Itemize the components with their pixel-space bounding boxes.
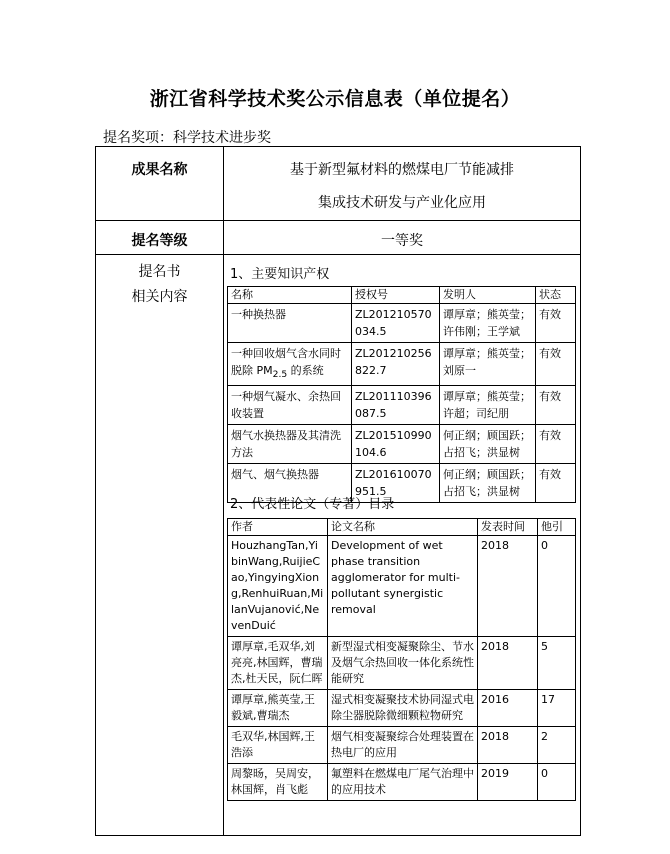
paper-year: 2018: [478, 536, 538, 637]
ip-inventors: 何正纲；顾国跃；占招飞；洪显树: [440, 425, 536, 464]
paper-year: 2018: [478, 637, 538, 690]
info-table: [95, 146, 581, 836]
row-divider: [96, 254, 580, 255]
column-divider: [223, 147, 224, 835]
ip-number: ZL201510990104.6: [352, 425, 440, 464]
ip-table: [227, 286, 576, 503]
table-row: [228, 386, 576, 425]
papers-header-cites: 他引: [538, 519, 576, 536]
table-row: [228, 536, 576, 637]
papers-header-row: [228, 519, 576, 536]
paper-year: 2016: [478, 690, 538, 727]
table-row: [228, 690, 576, 727]
achievement-line1: 基于新型氟材料的燃煤电厂节能减排: [290, 162, 514, 178]
docs-label-line1: 提名书: [138, 264, 181, 280]
grade-value: 一等奖: [381, 233, 423, 249]
paper-year: 2018: [478, 727, 538, 764]
ip-status: 有效: [536, 304, 576, 343]
paper-cites: 0: [538, 764, 576, 801]
paper-authors: HouzhangTan,YibinWang,RuijieCao,YingyingXiong,RenhuiRuan,MilanVujanović,NevenDuić: [228, 536, 328, 637]
ip-name: 烟气水换热器及其清洗方法: [228, 425, 352, 464]
ip-section-title: 1、主要知识产权: [230, 267, 330, 282]
ip-number: ZL201110396087.5: [352, 386, 440, 425]
paper-title: 氟塑料在燃煤电厂尾气治理中的应用技术: [328, 764, 478, 801]
papers-header-title: 论文名称: [328, 519, 478, 536]
ip-number: ZL201210256822.7: [352, 343, 440, 386]
ip-header-inventors: 发明人: [440, 287, 536, 304]
achievement-line2: 集成技术研发与产业化应用: [318, 195, 486, 211]
papers-header-authors: 作者: [228, 519, 328, 536]
ip-status: 有效: [536, 343, 576, 386]
ip-status: 有效: [536, 464, 576, 503]
papers-section-title: 2、代表性论文（专著）目录: [230, 497, 395, 512]
papers-table: [227, 518, 576, 801]
paper-authors: 毛双华,林国辉,王浩添: [228, 727, 328, 764]
paper-authors: 谭厚章,毛双华,刘亮亮,林国辉，曹瑞杰,杜天民，阮仁晖: [228, 637, 328, 690]
paper-cites: 2: [538, 727, 576, 764]
ip-header-status: 状态: [536, 287, 576, 304]
paper-title: 湿式相变凝聚技术协同湿式电除尘器脱除微细颗粒物研究: [328, 690, 478, 727]
paper-cites: 17: [538, 690, 576, 727]
award-type: 提名奖项：科学技术进步奖: [103, 130, 271, 146]
paper-year: 2019: [478, 764, 538, 801]
paper-title: Development of wet phase transition agglomerator for multi-pollutant synergistic removal: [328, 536, 478, 637]
ip-header-row: [228, 287, 576, 304]
ip-inventors: 何正纲；顾国跃；占招飞；洪显树: [440, 464, 536, 503]
ip-status: 有效: [536, 386, 576, 425]
paper-authors: 周黎旸，吴周安，林国辉，肖飞彪: [228, 764, 328, 801]
paper-authors: 谭厚章,熊英莹,王毅斌,曹瑞杰: [228, 690, 328, 727]
table-row: [228, 764, 576, 801]
ip-inventors: 谭厚章；熊英莹；刘原一: [440, 343, 536, 386]
ip-header-number: 授权号: [352, 287, 440, 304]
table-row: [228, 343, 576, 386]
achievement-label: 成果名称: [131, 162, 188, 178]
paper-title: 新型湿式相变凝聚除尘、节水及烟气余热回收一体化系统性能研究: [328, 637, 478, 690]
ip-inventors: 谭厚章；熊英莹；许伟刚；王学斌: [440, 304, 536, 343]
ip-name: 一种烟气凝水、余热回收装置: [228, 386, 352, 425]
paper-title: 烟气相变凝聚综合处理装置在热电厂的应用: [328, 727, 478, 764]
ip-header-name: 名称: [228, 287, 352, 304]
ip-inventors: 谭厚章；熊英莹；许超；司纪朋: [440, 386, 536, 425]
docs-label-line2: 相关内容: [131, 289, 188, 305]
paper-cites: 0: [538, 536, 576, 637]
ip-name: 烟气、烟气换热器: [228, 464, 352, 503]
table-row: [228, 304, 576, 343]
ip-name: 一种回收烟气含水同时脱除 $PM_{2.5}$ 的系统: [228, 343, 352, 386]
ip-number: ZL201210570034.5: [352, 304, 440, 343]
table-row: [228, 637, 576, 690]
ip-name: 一种换热器: [228, 304, 352, 343]
ip-status: 有效: [536, 425, 576, 464]
grade-label: 提名等级: [131, 233, 188, 249]
ip-number: ZL201610070951.5: [352, 464, 440, 503]
row-divider: [96, 220, 580, 221]
table-row: [228, 727, 576, 764]
papers-header-year: 发表时间: [478, 519, 538, 536]
table-row: [228, 425, 576, 464]
page-title: 浙江省科学技术奖公示信息表（单位提名）: [149, 88, 521, 110]
paper-cites: 5: [538, 637, 576, 690]
